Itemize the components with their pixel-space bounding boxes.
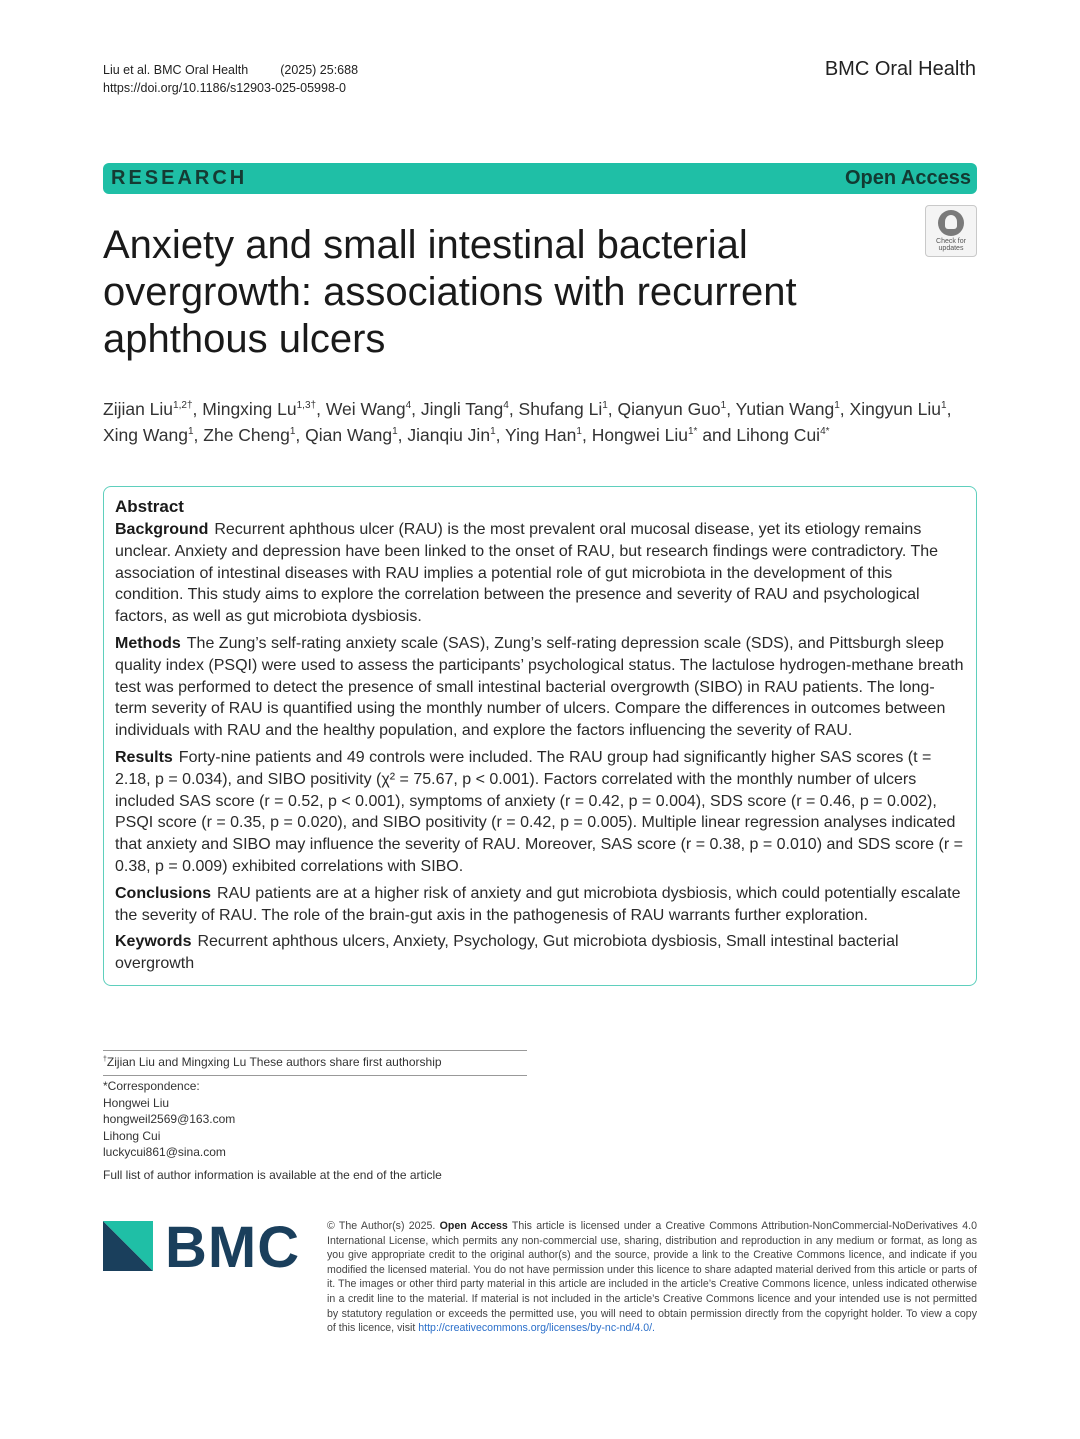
background-text: Recurrent aphthous ulcer (RAU) is the most prevalent oral mucosal disease, yet its etiology remains unclear. Anxiety and depression have been linked to the onset of RAU, but research findings were contradictory. The association of intestinal diseases with RAU implies a potential role of gut microbiota in the development of this condition. This study aims to explore the correlation between the presence and severity of RAU and psychological factors, as well as gut microbiota dysbiosis. [115,521,939,626]
author-affiliation: 1 [576,426,582,438]
conclusions-text: RAU patients are at a higher risk of anxiety and gut microbiota dysbiosis, which could potentially escalate the severity of RAU. The role of the brain-gut axis in the pathogenesis of RAU warrants further exploration. [115,884,961,924]
bmc-triangle-logo-icon [103,1221,153,1271]
footnote-divider-2 [103,1075,527,1076]
correspondence-label: *Correspondence: [103,1079,200,1093]
contact-1-email[interactable]: hongweil2569@163.com [103,1112,236,1126]
abstract-keywords [115,931,965,975]
license-open-access: Open Access [439,1220,508,1232]
citation-volume: (2025) 25:688 [280,63,359,77]
author-affiliation: 4 [405,400,412,412]
article-type-banner [103,163,977,194]
author-affiliation: 1,2† [173,400,193,412]
author-affiliation: 1 [289,426,296,438]
author-affiliation: 1* [688,426,698,438]
conclusions-label: Conclusions [115,884,212,902]
contact-2-email[interactable]: luckycui861@sina.com [103,1145,226,1159]
bmc-logo [103,1215,303,1280]
author-affiliation: 1 [941,400,947,412]
title-line-1: Anxiety and small intestinal bacterial [103,223,748,267]
abstract-methods [115,633,965,742]
abstract-conclusions [115,883,965,927]
author-affiliation: 1 [602,400,608,412]
author-affiliation: 4 [503,400,509,412]
results-text: Forty-nine patients and 49 controls were included. The RAU group had significantly higher SAS scores (t = 2.18, p = 0.034), and SIBO positivity (χ² = 75.67, p < 0.001). Factors correlated with the monthly number of ulcers included SAS score (r = 0.52, p < 0.001), symptoms of anxiety (r = 0.42, p = 0.004), SDS score (r = 0.46, p = 0.002), PSQI score (r = 0.35, p = 0.020), and SIBO positivity (r = 0.42, p = 0.005). Multiple linear regression analyses indicated that anxiety and SIBO may influence the severity of RAU. Moreover, SAS score (r = 0.38, p = 0.010) and SDS score (r = 0.38, p = 0.009) exhibited correlations with SIBO. [115,748,963,875]
check-for-updates-text-1: Check for [936,238,966,245]
results-label: Results [115,748,173,766]
running-header [103,61,358,97]
author-name: Shufang Li [518,399,603,419]
author-name: Jingli Tang [420,399,504,419]
license-link[interactable]: http://creativecommons.org/licenses/by-nc-nd/4.0/. [418,1322,655,1335]
author-affiliation: 1 [490,426,496,438]
methods-label: Methods [115,634,181,652]
author-name: Hongwei Liu [591,425,688,445]
check-for-updates-text-2: updates [938,245,964,252]
author-name: Yutian Wang [735,399,835,419]
keywords-text: Recurrent aphthous ulcers, Anxiety, Psychology, Gut microbiota dysbiosis, Small intestinal bacterial overgrowth [115,933,899,973]
author-name: Qian Wang [305,425,393,445]
author-name: Zijian Liu [103,399,174,419]
methods-text: The Zung’s self-rating anxiety scale (SAS), Zung’s self-rating depression scale (SDS), and Pittsburgh sleep quality index (PSQI) were used to assess the participants’ psychological status. The lactulose hydrogen-methane breath test was performed to detect the presence of small intestinal bacterial overgrowth (SIBO) in RAU patients. The long-term severity of RAU is quantified using the monthly number of ulcers. Compare the differences in outcomes between individuals with RAU and the healthy population, and explore the factors influencing the severity of RAU. [115,634,964,740]
title-line-2: overgrowth: associations with recurrent [103,270,797,314]
author-name: Lihong Cui [736,425,821,445]
author-name: Mingxing Lu [202,399,297,419]
author-name: Zhe Cheng [203,425,290,445]
license-body: This article is licensed under a Creative Commons Attribution-NonCommercial-NoDerivatives 4.0 International License, which permits any non-commercial use, sharing, distribution and reproduction in any medium or format, as long as you give appropriate credit to the original author(s) and the source, provide a link to the Creative Commons licence, and indicate if you modified the licensed material. You do not have permission under this licence to share adapted material derived from this article or parts of it. The images or other third party material in this article are included in the article’s Creative Commons licence, unless indicated otherwise in a credit line to the material. If material is not included in the article’s Creative Commons licence and your intended use is not permitted by statutory regulation or exceeds the permitted use, you will need to obtain permission directly from the copyright holder. To view a copy of this licence, visit [327,1220,977,1335]
abstract-box [103,486,977,986]
copyright: © The Author(s) 2025. [327,1220,436,1232]
author-name: Jianqiu Jin [407,425,491,445]
author-list: Zijian Liu$^{1,2\dagger}$, Mingxing $Lu^{1,3\dagger}$, Wei Wang$^4$, Jingli Tang$^4$, Shufang Li$^1$, Qianyun Guo$^1$, Yutian Wang$^1$, Xingyun Liu$^1$, Xing Wang$^1$, Zhe Cheng$^1$, Qian Wang$^1$, Jianqiu Jin$^1$, Ying Han$^1$, Hongwei Liu$^{1*}$ and Lihong Cui$^{4*}$ [103,399,952,445]
full-author-info-note: Full list of author information is available at the end of the article [103,1168,442,1182]
contact-2-name: Lihong Cui [103,1128,161,1143]
open-access-label: Open Access [845,167,971,189]
abstract-background [115,519,965,628]
license-text [327,1219,977,1336]
journal-name: BMC Oral Health [824,58,976,80]
check-for-updates-icon [938,210,964,236]
author-affiliation: 1 [720,400,727,412]
author-name: Ying Han [505,425,577,445]
shared-authorship-note: †Zijian Liu and Mingxing Lu These authors share first authorship [103,1055,442,1069]
background-label: Background [115,521,209,538]
article-title [103,222,903,363]
author-name: Xing Wang [103,425,188,445]
author-name: Wei Wang [325,399,406,419]
abstract-heading: Abstract [115,497,184,516]
correspondence-block [103,1078,235,1161]
footnote-divider [103,1050,527,1051]
author-affiliation: 1 [834,400,840,412]
abstract-results [115,747,965,878]
article-type-label: RESEARCH [111,167,248,189]
citation-authors: Liu et al. BMC Oral Health [103,63,249,77]
check-for-updates-button[interactable] [925,205,977,257]
doi-link[interactable]: https://doi.org/10.1186/s12903-025-05998-0 [103,81,347,95]
author-affiliation: 4* [820,426,830,438]
keywords-label: Keywords [115,933,192,951]
title-line-3: aphthous ulcers [103,317,386,361]
author-affiliation: 1 [392,426,398,438]
author-name: Qianyun Guo [617,399,721,419]
author-affiliation: 1 [187,426,194,438]
contact-1-name: Hongwei Liu [103,1095,170,1110]
bmc-logo-text: BMC [165,1215,301,1280]
author-affiliation: 1,3† [296,400,317,412]
author-name: Xingyun Liu [849,399,941,419]
